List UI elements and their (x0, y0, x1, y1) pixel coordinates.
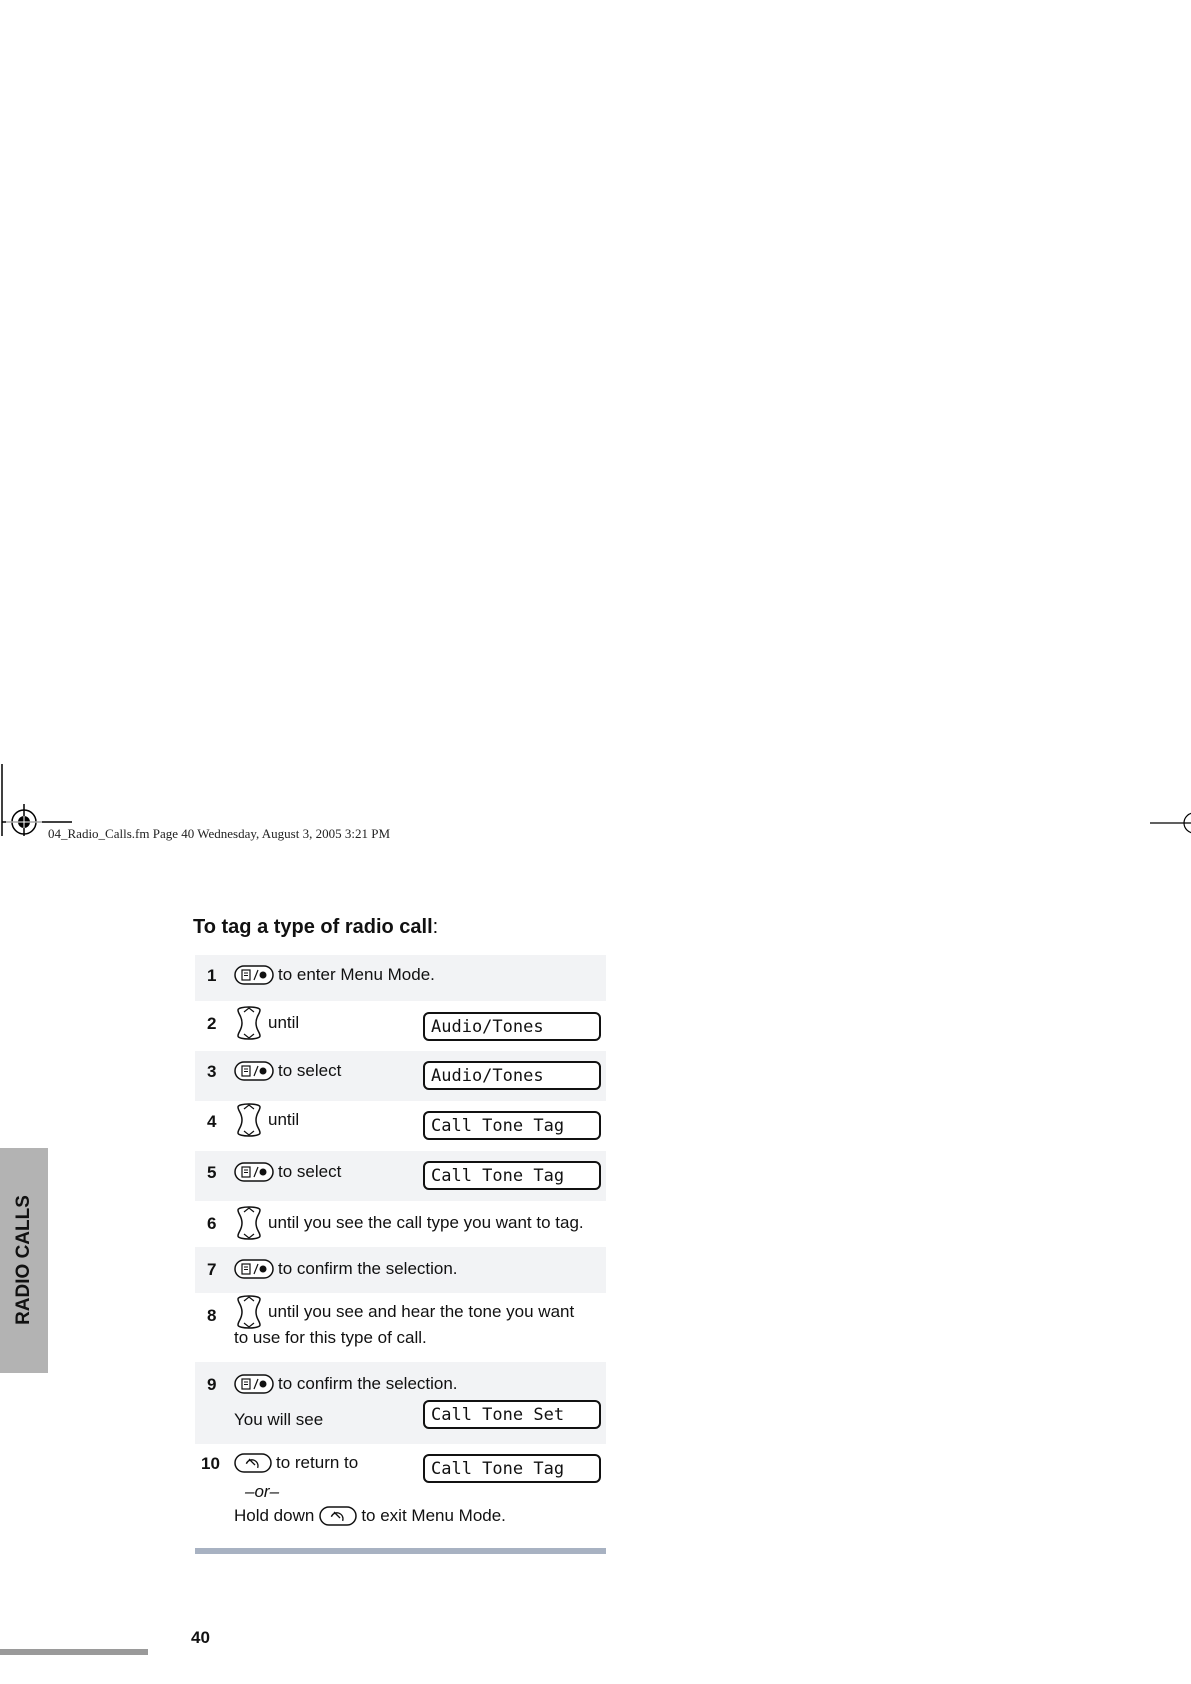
navigation-button-icon (234, 1004, 264, 1042)
step-text: to confirm the selection. (278, 1259, 458, 1278)
display-screen: Audio/Tones (423, 1012, 601, 1041)
steps-table (195, 955, 606, 1554)
display-screen: Call Tone Set (423, 1400, 601, 1429)
step-number: 6 (207, 1214, 217, 1233)
menu-ok-button-icon (234, 965, 274, 985)
step-number: 5 (207, 1163, 217, 1182)
step-4 (195, 1101, 606, 1151)
step-text: to select (278, 1162, 342, 1181)
step-text: until you see the call type you want to tag. (268, 1213, 584, 1232)
step-text: to enter Menu Mode. (278, 965, 435, 984)
step-number: 10 (201, 1454, 220, 1473)
footer-bar (0, 1649, 148, 1655)
navigation-button-icon (234, 1204, 264, 1242)
step-text: to return to (276, 1453, 359, 1472)
display-screen: Call Tone Tag (423, 1161, 601, 1190)
print-header: 04_Radio_Calls.fm Page 40 Wednesday, August 3, 2005 3:21 PM (48, 826, 390, 841)
section-title: To tag a type of radio call: (193, 916, 439, 938)
step-text: until you see and hear the tone you want (268, 1302, 575, 1321)
step-8 (195, 1293, 606, 1362)
display-screen: Call Tone Tag (423, 1454, 601, 1483)
exit-button-icon (234, 1453, 272, 1473)
table-bottom-rule (195, 1548, 606, 1554)
step-number: 1 (207, 966, 217, 985)
step-number: 2 (207, 1014, 217, 1033)
display-screen: Audio/Tones (423, 1061, 601, 1090)
step-7 (195, 1247, 606, 1293)
step-text: until (268, 1110, 300, 1129)
step-1 (195, 955, 606, 1001)
step-text-continued: to exit Menu Mode. (361, 1506, 506, 1525)
step-2 (195, 1001, 606, 1051)
page-number: 40 (191, 1628, 210, 1647)
step-text: to confirm the selection. (278, 1374, 458, 1393)
step-text-continued: You will see (234, 1410, 324, 1429)
step-3 (195, 1051, 606, 1101)
menu-ok-button-icon (234, 1162, 274, 1182)
registration-mark-right (1150, 810, 1191, 840)
step-9 (195, 1362, 606, 1444)
menu-ok-button-icon (234, 1374, 274, 1394)
step-number: 3 (207, 1062, 217, 1081)
menu-ok-button-icon (234, 1259, 274, 1279)
menu-ok-button-icon (234, 1061, 274, 1081)
step-number: 8 (207, 1306, 217, 1325)
side-tab-label: RADIO CALLS (13, 1195, 34, 1325)
side-tab (0, 1148, 48, 1373)
step-text: until (268, 1013, 300, 1032)
step-number: 9 (207, 1375, 217, 1394)
step-10 (195, 1444, 606, 1548)
navigation-button-icon (234, 1293, 264, 1331)
step-5 (195, 1151, 606, 1201)
step-text-continued: to use for this type of call. (234, 1328, 427, 1347)
display-screen: Call Tone Tag (423, 1111, 601, 1140)
step-number: 4 (207, 1112, 217, 1131)
step-text-continued: Hold down (234, 1506, 315, 1525)
exit-button-icon (319, 1506, 357, 1526)
or-text: –or– (245, 1482, 280, 1501)
step-text: to select (278, 1061, 342, 1080)
navigation-button-icon (234, 1101, 264, 1139)
step-6 (195, 1201, 606, 1247)
step-number: 7 (207, 1260, 217, 1279)
